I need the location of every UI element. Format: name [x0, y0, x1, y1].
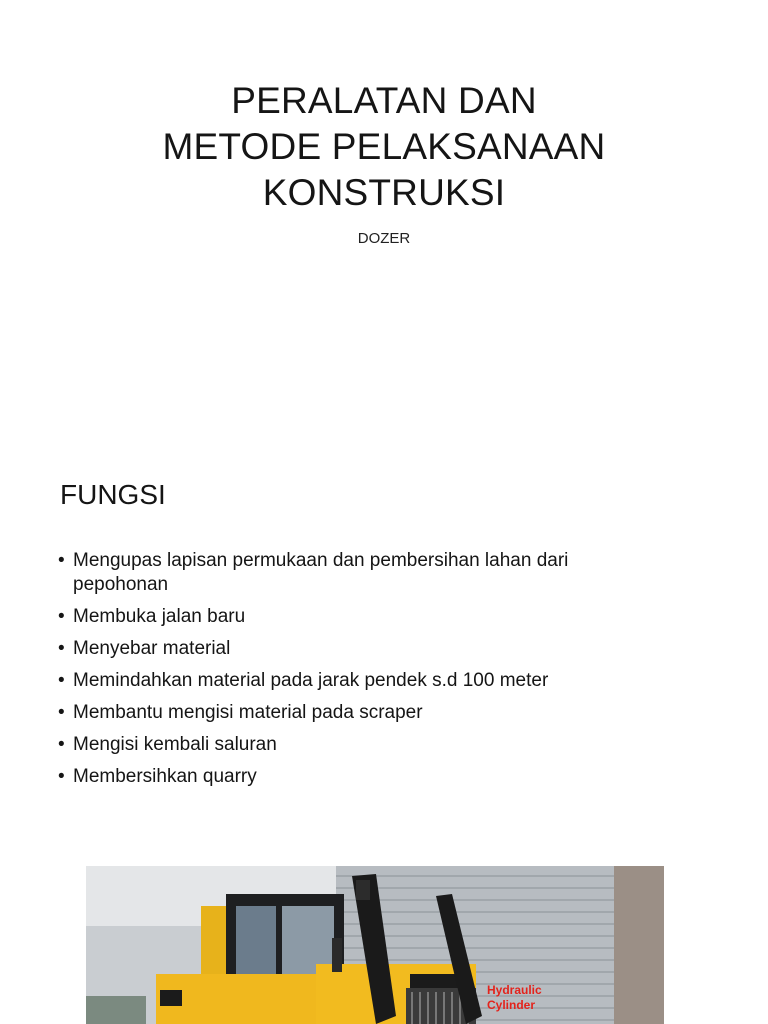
bullet-dot: •: [58, 550, 65, 571]
list-item-text: Membantu mengisi material pada scraper: [73, 702, 423, 723]
label-line: Hydraulic: [487, 983, 542, 997]
list-item-text: Mengupas lapisan permukaan dan pembersihan lahan dari pepohonan: [73, 550, 569, 595]
title-line-1: PERALATAN DAN: [231, 80, 537, 121]
list-item: [58, 605, 658, 629]
bulldozer-photo: [86, 866, 664, 1024]
bullet-dot: •: [58, 670, 65, 691]
bullet-dot: •: [58, 702, 65, 723]
section-heading: FUNGSI: [60, 479, 166, 510]
list-item: [58, 733, 658, 757]
slide-title: [0, 78, 768, 216]
label-line: Cylinder: [487, 998, 536, 1012]
list-item-text: Menyebar material: [73, 638, 231, 659]
list-item: [58, 637, 658, 661]
list-item: [58, 669, 658, 693]
list-item-text: Mengisi kembali saluran: [73, 734, 277, 755]
list-item-text: Membersihkan quarry: [73, 766, 257, 787]
title-line-2: METODE PELAKSANAAN: [162, 126, 606, 167]
bullet-dot: •: [58, 638, 65, 659]
list-item: [58, 549, 658, 597]
function-list: [58, 549, 658, 797]
list-item-text: Memindahkan material pada jarak pendek s.d 100 meter: [73, 670, 549, 691]
slide-subtitle: DOZER: [357, 230, 411, 247]
list-item-text: Membuka jalan baru: [73, 606, 246, 627]
list-item: [58, 765, 658, 789]
bullet-dot: •: [58, 606, 65, 627]
bullet-dot: •: [58, 734, 65, 755]
hydraulic-cylinder-label: [487, 983, 542, 1013]
bullet-dot: •: [58, 766, 65, 787]
list-item: [58, 701, 658, 725]
title-line-3: KONSTRUKSI: [262, 172, 506, 213]
bulldozer-illustration: [86, 866, 664, 1024]
